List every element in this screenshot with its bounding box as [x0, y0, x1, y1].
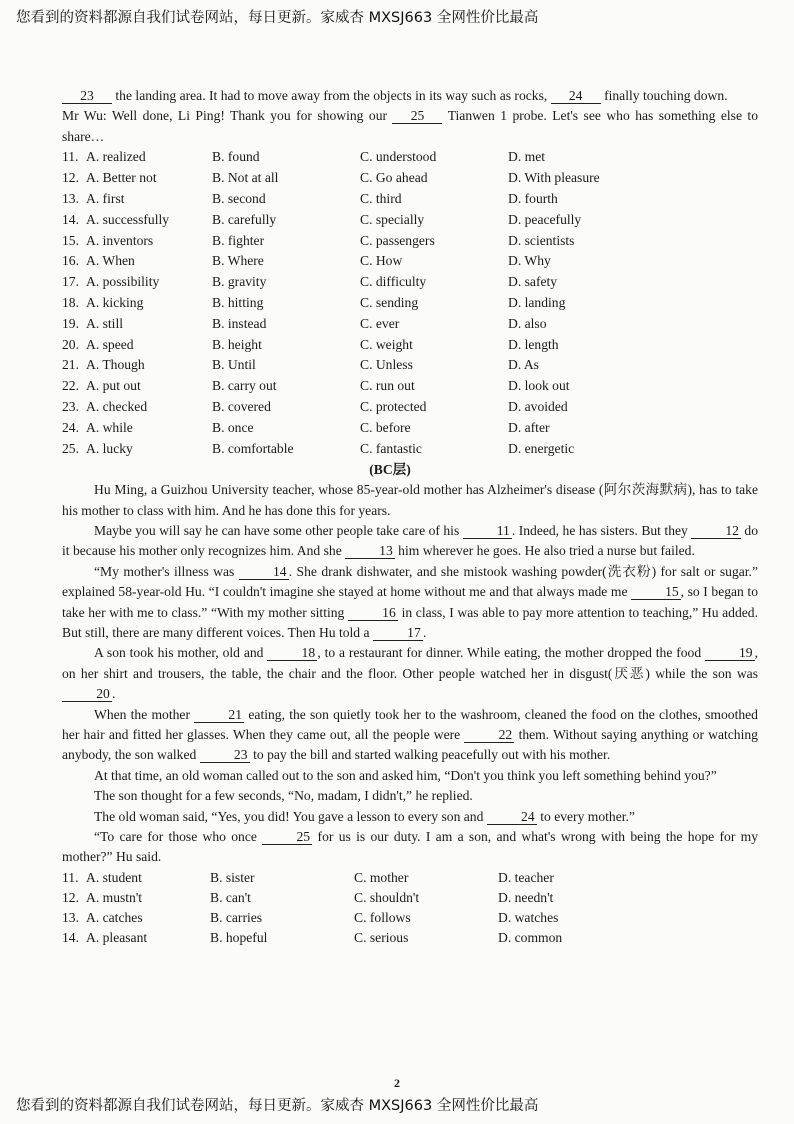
- passage2-paragraph: “To care for those who once 25 for us is our duty. I am a son, and what's wrong with being the hope for my mother?” Hu said.: [62, 829, 759, 865]
- question-row: 11. A. realized B. found C. understood D. met: [62, 149, 545, 165]
- passage2-paragraph: Maybe you will say he can have some other people take care of his 11 . Indeed, he has sisters. But they 12 do it because his mother only recognizes him. And she 13 him wherever he goes. He also tried a nurse but failed.: [62, 522, 758, 559]
- options-list-2: [62, 868, 758, 949]
- blank-20: 20: [62, 686, 112, 702]
- blank-17: 17: [373, 625, 423, 641]
- blank-22: 22: [464, 727, 514, 743]
- question-row: 20. A. speed B. height C. weight D. length: [62, 336, 559, 352]
- passage2-paragraph: Hu Ming, a Guizhou University teacher, whose 85-year-old mother has Alzheimer's disease (阿尔茨海默病), has to take his mother to class with him. And he has done this for years.: [62, 482, 758, 518]
- passage2-paragraph: “My mother's illness was 14 . She drank dishwater, and she mistook washing powder(洗衣粉) for salt or sugar.” explained 58-year-old Hu. “I couldn't imagine she stayed at home without me and that always made me 15 , so I began to take her with me to class.” “With my mother sitting 16 in class, I was able to pay more attention to teaching,” Hu added. But still, there are many different voices. Then Hu told a 17 .: [62, 563, 758, 641]
- passage1-line2: Mr Wu: Well done, Li Ping! Thank you for showing our 25 Tianwen 1 probe. Let's see who has something else to share…: [62, 108, 758, 144]
- blank-16: 16: [348, 605, 398, 621]
- passage2-paragraph: At that time, an old woman called out to the son and asked him, “Don't you think you left something behind you?”: [94, 767, 717, 783]
- passage2-paragraph: The son thought for a few seconds, “No, madam, I didn't,” he replied.: [94, 788, 473, 804]
- blank-21: 21: [194, 707, 244, 723]
- blank-25: 25: [262, 829, 312, 845]
- question-row: 17. A. possibility B. gravity C. difficulty D. safety: [62, 274, 558, 290]
- exam-page-content: [62, 86, 758, 949]
- blank-24: 24: [487, 809, 537, 825]
- question-row: 23. A. checked B. covered C. protected D. avoided: [62, 398, 568, 414]
- blank-18: 18: [267, 645, 317, 661]
- blank-15: 15: [631, 584, 681, 600]
- question-row: 13. A. first B. second C. third D. fourth: [62, 191, 558, 206]
- question-row: 14. A. successfully B. carefully C. specially D. peacefully: [62, 211, 582, 227]
- page-number: 2: [394, 1076, 400, 1090]
- question-row: 15. A. inventors B. fighter C. passengers D. scientists: [62, 232, 575, 248]
- question-row: 25. A. lucky B. comfortable C. fantastic D. energetic: [62, 440, 575, 456]
- section-title: (BC层): [369, 462, 411, 478]
- passage2-paragraph: When the mother 21 eating, the son quietly took her to the washroom, cleaned the food on the clothes, smoothed her hair and fitted her glasses. When they came out, all the people were 22 them. Without saying anything or watching anybody, the son walked 23 to pay the bill and started walking peacefully out with his mother.: [62, 706, 758, 763]
- blank-12: 12: [691, 523, 741, 539]
- question-row: 19. A. still B. instead C. ever D. also: [62, 315, 547, 331]
- blank-19: 19: [705, 645, 755, 661]
- question-row: 12. A. mustn't B. can't C. shouldn't D. needn't: [62, 889, 554, 905]
- question-row: 13. A. catches B. carries C. follows D. watches: [62, 910, 559, 926]
- passage1-line1: 23 the landing area. It had to move away from the objects in its way such as rocks, 24 finally touching down.: [62, 86, 758, 106]
- question-row: 14. A. pleasant B. hopeful C. serious D. common: [62, 930, 563, 946]
- question-row: 16. A. When B. Where C. How D. Why: [62, 253, 551, 269]
- question-row: 21. A. Though B. Until C. Unless D. As: [62, 357, 539, 373]
- watermark-top: 您看到的资料都源自我们试卷网站，每日更新。家威杏 MXSJ663 全网性价比最高: [16, 10, 539, 26]
- blank-25: 25: [392, 108, 442, 124]
- question-row: 12. A. Better not B. Not at all C. Go ahead D. With pleasure: [62, 170, 600, 186]
- blank-11: 11: [463, 523, 512, 539]
- blank-14: 14: [239, 564, 289, 580]
- question-row: 24. A. while B. once C. before D. after: [62, 419, 550, 435]
- blank-24: 24: [551, 88, 601, 104]
- question-row: 18. A. kicking B. hitting C. sending D. landing: [62, 294, 566, 310]
- passage2-paragraph: The old woman said, “Yes, you did! You gave a lesson to every son and 24 to every mother.”: [94, 808, 635, 824]
- blank-23: 23: [200, 747, 250, 763]
- blank-13: 13: [345, 543, 395, 559]
- options-list-1: [62, 147, 758, 459]
- question-row: 22. A. put out B. carry out C. run out D. look out: [62, 378, 570, 394]
- question-row: 11. A. student B. sister C. mother D. teacher: [62, 869, 554, 885]
- blank-23: 23: [62, 88, 112, 104]
- passage2-paragraph: A son took his mother, old and 18 , to a restaurant for dinner. While eating, the mother dropped the food 19 , on her shirt and trousers, the table, the chair and the floor. Other people watched her in disgust(厌恶) while the son was 20 .: [62, 645, 758, 702]
- watermark-bottom: 您看到的资料都源自我们试卷网站，每日更新。家威杏 MXSJ663 全网性价比最高: [16, 1098, 539, 1114]
